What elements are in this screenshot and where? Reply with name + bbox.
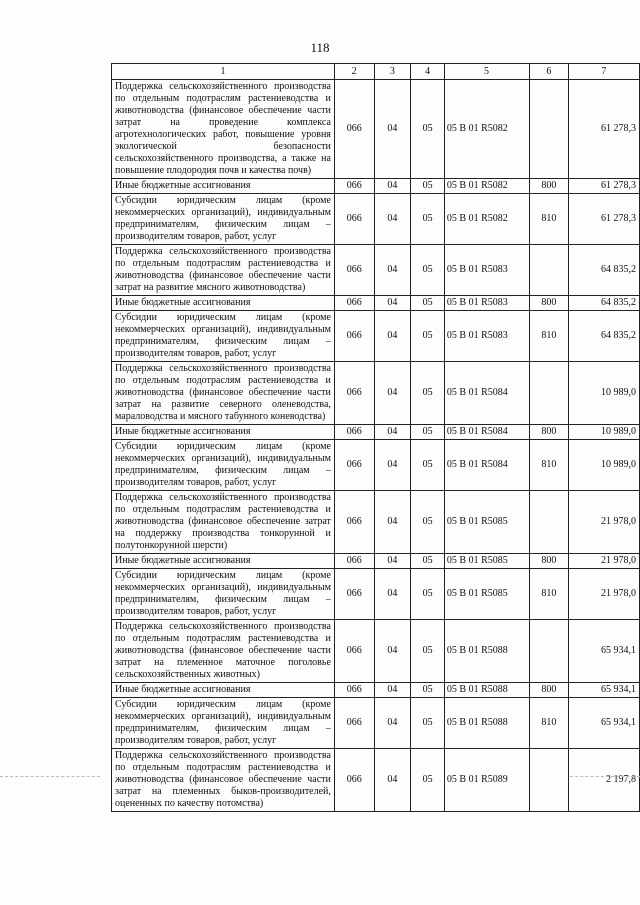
table-row [112,311,640,362]
item-description-cell: Иные бюджетные ассигнования [112,425,335,440]
item-description-cell: Иные бюджетные ассигнования [112,683,335,698]
column-header: 3 [374,64,411,80]
subsection-code-cell: 05 [411,296,445,311]
table-row [112,80,640,179]
ministry-code-cell: 066 [334,245,374,296]
table-row [112,179,640,194]
item-description-cell: Поддержка сельскохозяйственного производства по отдельным подотраслям растениеводства и животноводства (финансовое обеспечение затрат на поддержку производства тонкорунной и полутонкорунной шерсти) [112,491,335,554]
table-row [112,194,640,245]
amount-cell: 61 278,3 [568,80,639,179]
table-row [112,425,640,440]
item-description-cell: Иные бюджетные ассигнования [112,554,335,569]
ministry-code-cell: 066 [334,554,374,569]
amount-cell: 10 989,0 [568,362,639,425]
section-code-cell: 04 [374,296,411,311]
scan-artifact-line [570,776,640,777]
ministry-code-cell: 066 [334,440,374,491]
item-description-cell: Поддержка сельскохозяйственного производства по отдельным подотраслям растениеводства и животноводства (финансовое обеспечение части затрат на племенное маточное поголовье сельскохозяйственных животных) [112,620,335,683]
amount-cell: 61 278,3 [568,194,639,245]
column-header: 5 [444,64,529,80]
amount-cell: 64 835,2 [568,311,639,362]
ministry-code-cell: 066 [334,425,374,440]
expense-type-code-cell: 800 [529,179,568,194]
table-row [112,440,640,491]
amount-cell: 21 978,0 [568,554,639,569]
ministry-code-cell: 066 [334,698,374,749]
target-article-code-cell: 05 В 01 R5082 [444,194,529,245]
target-article-code-cell: 05 В 01 R5085 [444,554,529,569]
ministry-code-cell: 066 [334,683,374,698]
subsection-code-cell: 05 [411,749,445,812]
section-code-cell: 04 [374,245,411,296]
column-header: 6 [529,64,568,80]
item-description-cell: Субсидии юридическим лицам (кроме некоммерческих организаций), индивидуальным предпринимателям, физическим лицам – производителям товаров, работ, услуг [112,440,335,491]
expense-type-code-cell: 800 [529,296,568,311]
ministry-code-cell: 066 [334,749,374,812]
ministry-code-cell: 066 [334,311,374,362]
section-code-cell: 04 [374,554,411,569]
expense-type-code-cell: 800 [529,554,568,569]
expense-type-code-cell [529,362,568,425]
target-article-code-cell: 05 В 01 R5083 [444,296,529,311]
table-row [112,554,640,569]
target-article-code-cell: 05 В 01 R5083 [444,245,529,296]
amount-cell: 65 934,1 [568,683,639,698]
subsection-code-cell: 05 [411,425,445,440]
target-article-code-cell: 05 В 01 R5088 [444,683,529,698]
scan-artifact-line [0,776,100,777]
target-article-code-cell: 05 В 01 R5082 [444,179,529,194]
target-article-code-cell: 05 В 01 R5085 [444,569,529,620]
table-row [112,569,640,620]
expense-type-code-cell: 810 [529,698,568,749]
amount-cell: 2 197,8 [568,749,639,812]
expense-type-code-cell [529,749,568,812]
amount-cell: 61 278,3 [568,179,639,194]
item-description-cell: Иные бюджетные ассигнования [112,179,335,194]
expense-type-code-cell: 810 [529,194,568,245]
target-article-code-cell: 05 В 01 R5085 [444,491,529,554]
subsection-code-cell: 05 [411,179,445,194]
subsection-code-cell: 05 [411,194,445,245]
expense-type-code-cell: 810 [529,440,568,491]
ministry-code-cell: 066 [334,179,374,194]
ministry-code-cell: 066 [334,491,374,554]
subsection-code-cell: 05 [411,362,445,425]
table-row [112,683,640,698]
item-description-cell: Субсидии юридическим лицам (кроме некоммерческих организаций), индивидуальным предпринимателям, физическим лицам – производителям товаров, работ, услуг [112,311,335,362]
amount-cell: 65 934,1 [568,620,639,683]
target-article-code-cell: 05 В 01 R5082 [444,80,529,179]
target-article-code-cell: 05 В 01 R5084 [444,362,529,425]
section-code-cell: 04 [374,620,411,683]
section-code-cell: 04 [374,179,411,194]
section-code-cell: 04 [374,311,411,362]
item-description-cell: Поддержка сельскохозяйственного производства по отдельным подотраслям растениеводства и животноводства (финансовое обеспечение части затрат на племенных быков-производителей, оцененных по качеству потомства) [112,749,335,812]
target-article-code-cell: 05 В 01 R5089 [444,749,529,812]
subsection-code-cell: 05 [411,311,445,362]
ministry-code-cell: 066 [334,80,374,179]
column-header: 1 [112,64,335,80]
item-description-cell: Иные бюджетные ассигнования [112,296,335,311]
expense-type-code-cell: 810 [529,311,568,362]
expense-type-code-cell: 810 [529,569,568,620]
table-row [112,362,640,425]
table-row [112,491,640,554]
expense-type-code-cell [529,491,568,554]
column-header: 4 [411,64,445,80]
page-number: 118 [310,40,330,55]
subsection-code-cell: 05 [411,80,445,179]
section-code-cell: 04 [374,440,411,491]
target-article-code-cell: 05 В 01 R5083 [444,311,529,362]
subsection-code-cell: 05 [411,245,445,296]
item-description-cell: Поддержка сельскохозяйственного производства по отдельным подотраслям растениеводства и животноводства (финансовое обеспечение части затрат на развитие северного оленеводства, мараловодства и мясного табунного коневодства) [112,362,335,425]
amount-cell: 65 934,1 [568,698,639,749]
target-article-code-cell: 05 В 01 R5084 [444,425,529,440]
table-row [112,698,640,749]
item-description-cell: Субсидии юридическим лицам (кроме некоммерческих организаций), индивидуальным предпринимателям, физическим лицам – производителям товаров, работ, услуг [112,698,335,749]
column-header: 2 [334,64,374,80]
subsection-code-cell: 05 [411,620,445,683]
subsection-code-cell: 05 [411,683,445,698]
table-row [112,620,640,683]
ministry-code-cell: 066 [334,194,374,245]
expense-type-code-cell [529,80,568,179]
section-code-cell: 04 [374,80,411,179]
item-description-cell: Поддержка сельскохозяйственного производства по отдельным подотраслям растениеводства и животноводства (финансовое обеспечение части затрат на развитие мясного животноводства) [112,245,335,296]
ministry-code-cell: 066 [334,569,374,620]
table-row [112,296,640,311]
ministry-code-cell: 066 [334,296,374,311]
section-code-cell: 04 [374,569,411,620]
amount-cell: 64 835,2 [568,245,639,296]
amount-cell: 21 978,0 [568,491,639,554]
section-code-cell: 04 [374,491,411,554]
subsection-code-cell: 05 [411,554,445,569]
amount-cell: 10 989,0 [568,425,639,440]
table-header-row [112,64,640,80]
amount-cell: 64 835,2 [568,296,639,311]
section-code-cell: 04 [374,749,411,812]
amount-cell: 21 978,0 [568,569,639,620]
budget-table [111,63,640,812]
item-description-cell: Поддержка сельскохозяйственного производства по отдельным подотраслям растениеводства и животноводства (финансовое обеспечение части затрат на проведение комплекса агротехнологических работ, повышение уровня экологической безопасности сельскохозяйственного производства, а также на повышение плодородия почв и качества почв) [112,80,335,179]
ministry-code-cell: 066 [334,620,374,683]
expense-type-code-cell: 800 [529,683,568,698]
subsection-code-cell: 05 [411,440,445,491]
section-code-cell: 04 [374,683,411,698]
target-article-code-cell: 05 В 01 R5088 [444,698,529,749]
item-description-cell: Субсидии юридическим лицам (кроме некоммерческих организаций), индивидуальным предпринимателям, физическим лицам – производителям товаров, работ, услуг [112,194,335,245]
section-code-cell: 04 [374,362,411,425]
expense-type-code-cell: 800 [529,425,568,440]
section-code-cell: 04 [374,194,411,245]
target-article-code-cell: 05 В 01 R5088 [444,620,529,683]
ministry-code-cell: 066 [334,362,374,425]
amount-cell: 10 989,0 [568,440,639,491]
table-row [112,245,640,296]
subsection-code-cell: 05 [411,491,445,554]
expense-type-code-cell [529,245,568,296]
subsection-code-cell: 05 [411,698,445,749]
subsection-code-cell: 05 [411,569,445,620]
column-header: 7 [568,64,639,80]
item-description-cell: Субсидии юридическим лицам (кроме некоммерческих организаций), индивидуальным предпринимателям, физическим лицам – производителям товаров, работ, услуг [112,569,335,620]
table-row [112,749,640,812]
section-code-cell: 04 [374,698,411,749]
section-code-cell: 04 [374,425,411,440]
target-article-code-cell: 05 В 01 R5084 [444,440,529,491]
expense-type-code-cell [529,620,568,683]
